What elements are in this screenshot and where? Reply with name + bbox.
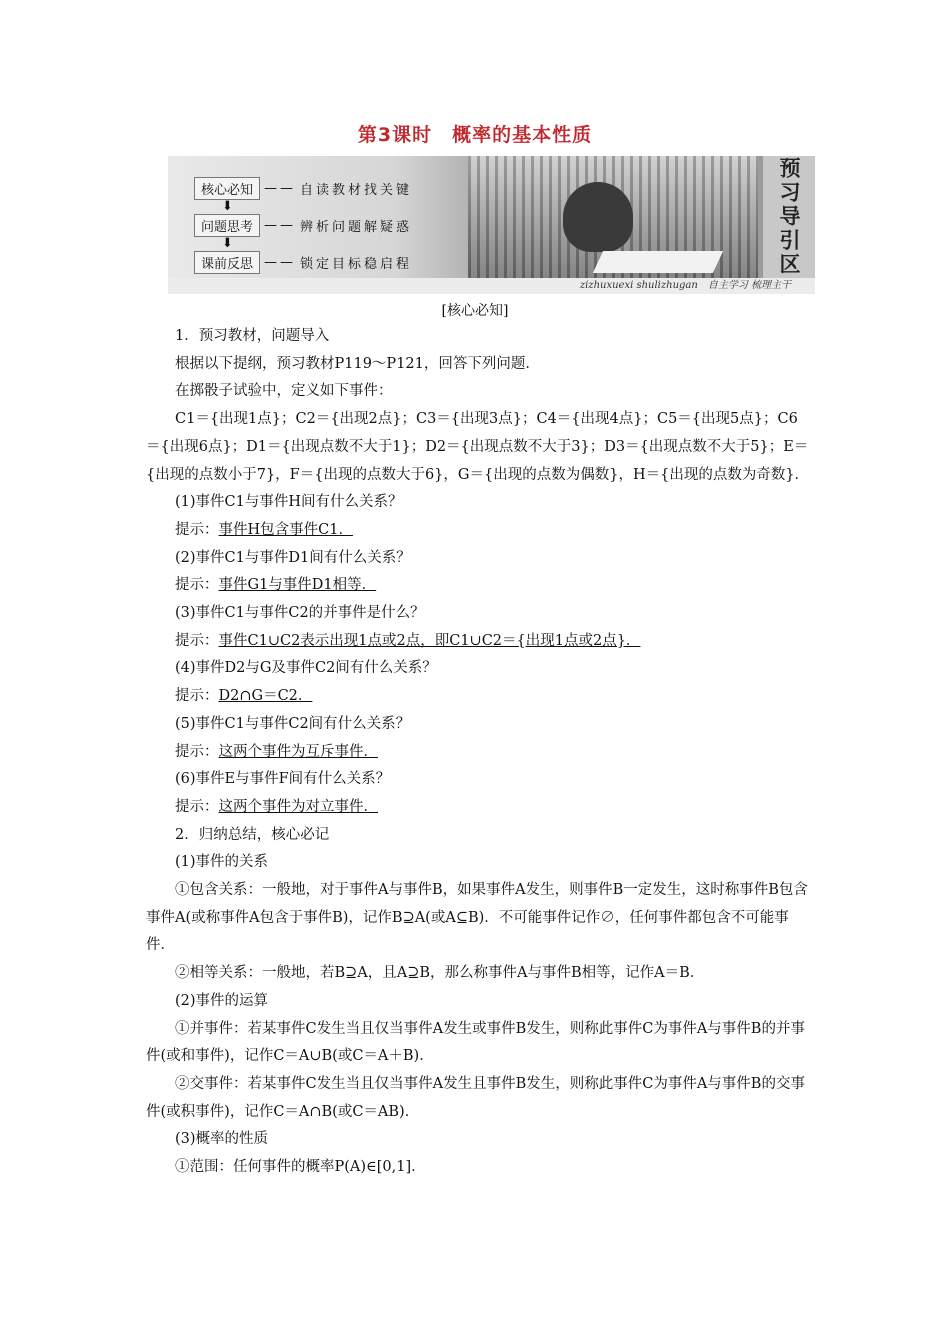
flow-dash: ——	[264, 254, 297, 270]
hint	[146, 683, 810, 711]
event-definitions: C1＝{出现1点}；C2＝{出现2点}；C3＝{出现3点}；C4＝{出现4点}；C5＝{出现5点}；C6＝{出现6点}；D1＝{出现点数不大于1}；D2＝{出现点数不大于3}；D3＝{出现点数不大于5}；E＝{出现的点数小于7}，F＝{出现的点数大于6}，G＝{出现的点数为偶数}，H＝{出现的点数为奇数}．	[146, 411, 810, 483]
banner-caption: zizhuxuexi shulizhugan 自主学习 梳理主干	[168, 278, 815, 294]
paragraph-contain: ①包含关系：一般地，对于事件A与事件B，如果事件A发生，则事件B一定发生，这时称事件B包含事件A(或称事件A包含于事件B)，记作B⊇A(或A⊆B)．不可能事件记作∅，任何事件都包含不可能事件．	[146, 882, 808, 954]
page-title: 第3课时 概率的基本性质	[357, 124, 593, 146]
preview-badge	[763, 156, 815, 278]
hint-answer: D2∩G＝C2．	[218, 688, 313, 705]
paragraph: 根据以下提纲，预习教材P119～P121，回答下列问题．	[175, 355, 540, 372]
question: (5)事件C1与事件C2间有什么关系？	[175, 715, 411, 732]
paragraph: 在掷骰子试验中，定义如下事件：	[175, 383, 393, 400]
hint-prefix: 提示：	[175, 632, 219, 649]
document-body	[146, 323, 810, 1182]
flow-step-desc: 锁定目标稳启程	[300, 256, 413, 272]
question: (2)事件C1与事件D1间有什么关系？	[175, 549, 411, 566]
subheading: (3)概率的性质	[175, 1131, 269, 1148]
heading-summary: 2．归纳总结，核心必记	[175, 826, 330, 843]
hint-answer: 这两个事件为对立事件．	[218, 798, 378, 815]
flow-step-label: 核心必知	[194, 177, 260, 200]
subheading: (1)事件的关系	[175, 854, 269, 871]
paragraph-equal: ②相等关系：一般地，若B⊇A，且A⊇B，那么称事件A与事件B相等，记作A＝B．	[175, 965, 705, 982]
question: (4)事件D2与G及事件C2间有什么关系？	[175, 660, 437, 677]
study-flow	[194, 176, 412, 274]
hint-prefix: 提示：	[175, 743, 219, 760]
flow-step-label: 问题思考	[194, 214, 260, 237]
subheading: (2)事件的运算	[175, 992, 269, 1009]
hint-prefix: 提示：	[175, 521, 219, 538]
flow-step-label: 课前反思	[194, 251, 260, 274]
question: (3)事件C1与事件C2的并事件是什么？	[175, 605, 425, 622]
hint	[146, 628, 810, 656]
flow-step-desc: 自读教材找关键	[300, 182, 413, 198]
hint	[146, 572, 810, 600]
hint-answer: 这两个事件为互斥事件．	[218, 743, 378, 760]
arrow-down-icon: ⬇	[222, 236, 233, 251]
hint	[146, 794, 810, 822]
paragraph-range: ①范围：任何事件的概率P(A)∈[0,1]．	[175, 1159, 426, 1176]
hint-answer: 事件G1与事件D1相等．	[218, 577, 377, 594]
flow-step	[194, 213, 412, 237]
flow-dash: ——	[264, 180, 297, 196]
hint-prefix: 提示：	[175, 577, 219, 594]
flow-step	[194, 250, 412, 274]
paragraph-union: ①并事件：若某事件C发生当且仅当事件A发生或事件B发生，则称此事件C为事件A与事件B的并事件(或和事件)，记作C＝A∪B(或C＝A＋B)．	[146, 1020, 805, 1065]
paragraph-intersect: ②交事件：若某事件C发生当且仅当事件A发生且事件B发生，则称此事件C为事件A与事件B的交事件(或积事件)，记作C＝A∩B(或C＝AB)．	[146, 1075, 805, 1120]
hint	[146, 739, 810, 767]
hint-prefix: 提示：	[175, 798, 219, 815]
hint-answer: 事件H包含事件C1．	[218, 521, 353, 538]
arrow-down-icon: ⬇	[222, 199, 233, 214]
open-book-image	[593, 251, 723, 273]
flow-dash: ——	[264, 217, 297, 233]
badge-text: 预习导引区	[777, 157, 801, 277]
flow-step-desc: 辨析问题解疑惑	[300, 219, 413, 235]
preview-banner	[168, 156, 815, 294]
student-figure	[563, 182, 633, 252]
hint-answer: 事件C1∪C2表示出现1点或2点，即C1∪C2＝{出现1点或2点}．	[218, 632, 641, 649]
flow-step	[194, 176, 412, 200]
hint-prefix: 提示：	[175, 688, 219, 705]
question: (1)事件C1与事件H间有什么关系？	[175, 494, 403, 511]
section-heading: [核心必知]	[441, 303, 509, 319]
heading-preview: 1．预习教材，问题导入	[175, 328, 330, 344]
hint	[146, 517, 810, 545]
question: (6)事件E与事件F间有什么关系？	[175, 771, 391, 788]
